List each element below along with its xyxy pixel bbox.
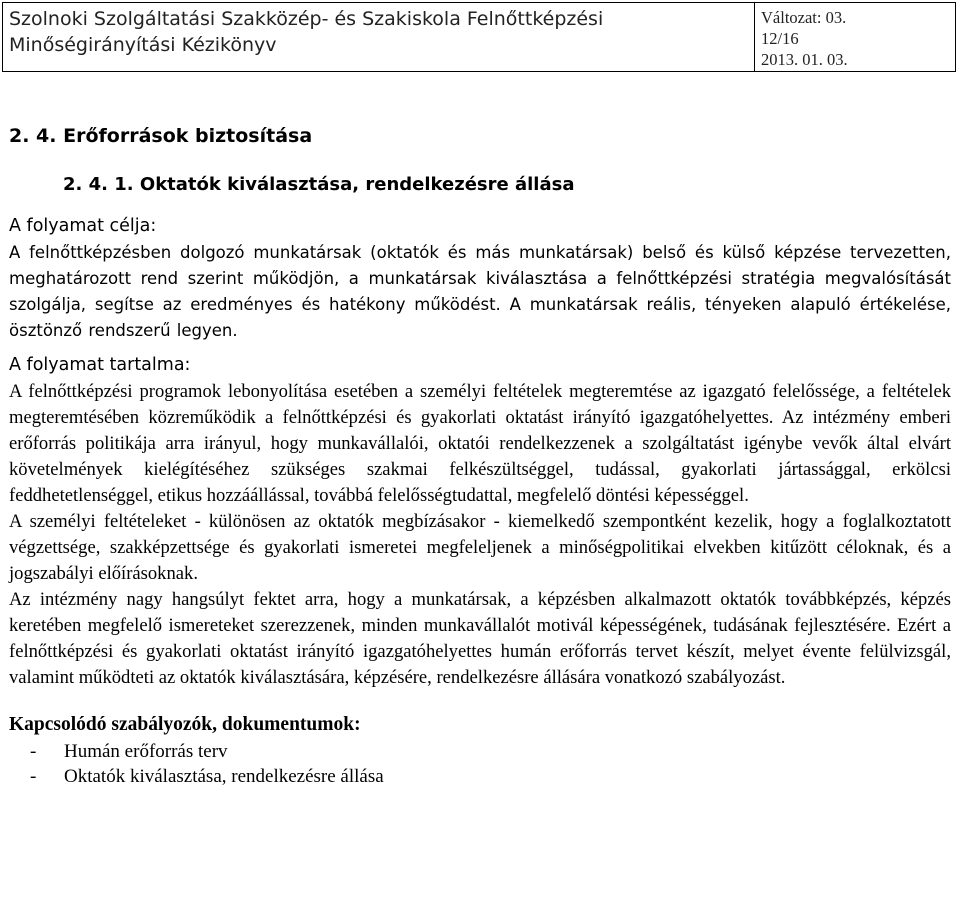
content-label: A folyamat tartalma: [9,355,191,375]
header-organization [3,3,755,71]
header-meta [755,3,955,71]
content-paragraph: A személyi feltételeket - különösen az oktatók megbízásakor - kiemelkedő szempontként kezelik, hogy a foglalkoztatott végzettsége, szakképzettsége és gyakorlati ismeretei megfeleljenek a minőségpolitikai elvekben kitűzött céloknak, és a jogszabályi előírásoknak. [9,511,951,584]
list-item: - Oktatók kiválasztása, rendelkezésre állása [9,764,951,789]
document-body [9,122,951,789]
content-paragraph: A felnőttképzési programok lebonyolítása esetében a személyi feltételek megteremtése az igazgató felelőssége, a feltételek megteremtésében közreműködik a felnőttképzési és gyakorlati oktatást irányító igazgatóhelyettes. Az intézmény emberi erőforrás politikája arra irányul, hogy munkavállalói, oktatói rendelkezzenek a szolgáltatást igénybe vevők által elvárt követelmények kielégítéséhez szükséges szakmai felkészültséggel, tudással, gyakorlati jártassággal, erkölcsi feddhetetlenséggel, etikus hozzáállással, továbbá felelősségtudattal, megfelelő döntési képességgel. [9,381,951,506]
list-item: - Humán erőforrás terv [9,739,951,764]
goal-label: A folyamat célja: [9,216,157,236]
organization-name: Szolnoki Szolgáltatási Szakközép- és Szakiskola Felnőttképzési [9,8,604,30]
manual-title: Minőségirányítási Kézikönyv [9,34,277,56]
related-documents-title: Kapcsolódó szabályozók, dokumentumok: [9,714,361,735]
section-title: 2. 4. Erőforrások biztosítása [9,125,313,147]
document-date: 2013. 01. 03. [761,50,848,69]
version-label: Változat: 03. [761,8,847,27]
document-header [2,2,956,72]
related-documents-list [9,739,951,789]
subsection-title: 2. 4. 1. Oktatók kiválasztása, rendelkezésre állása [63,174,575,195]
content-paragraph: Az intézmény nagy hangsúlyt fektet arra, hogy a munkatársak, a képzésben alkalmazott oktatók továbbképzés, képzés keretében megfelelő ismereteket szerezzenek, minden munkavállalót motivál képességének, tudásának fejlesztésére. Ezért a felnőttképzési és gyakorlati oktatást irányító igazgatóhelyettes humán erőforrás tervet készít, melyet évente felülvizsgál, valamint működteti az oktatók kiválasztására, képzésére, rendelkezésre állására vonatkozó szabályozást. [9,589,951,688]
page-number: 12/16 [761,29,799,48]
goal-paragraph: A felnőttképzésben dolgozó munkatársak (oktatók és más munkatársak) belső és külső képzése tervezetten, meghatározott rend szerint működjön, a munkatársak kiválasztása a felnőttképzési stratégia megvalósítását szolgálja, segítse az eredményes és hatékony működést. A munkatársak reális, tényeken alapuló értékelése, ösztönző rendszerű legyen. [9,243,951,340]
